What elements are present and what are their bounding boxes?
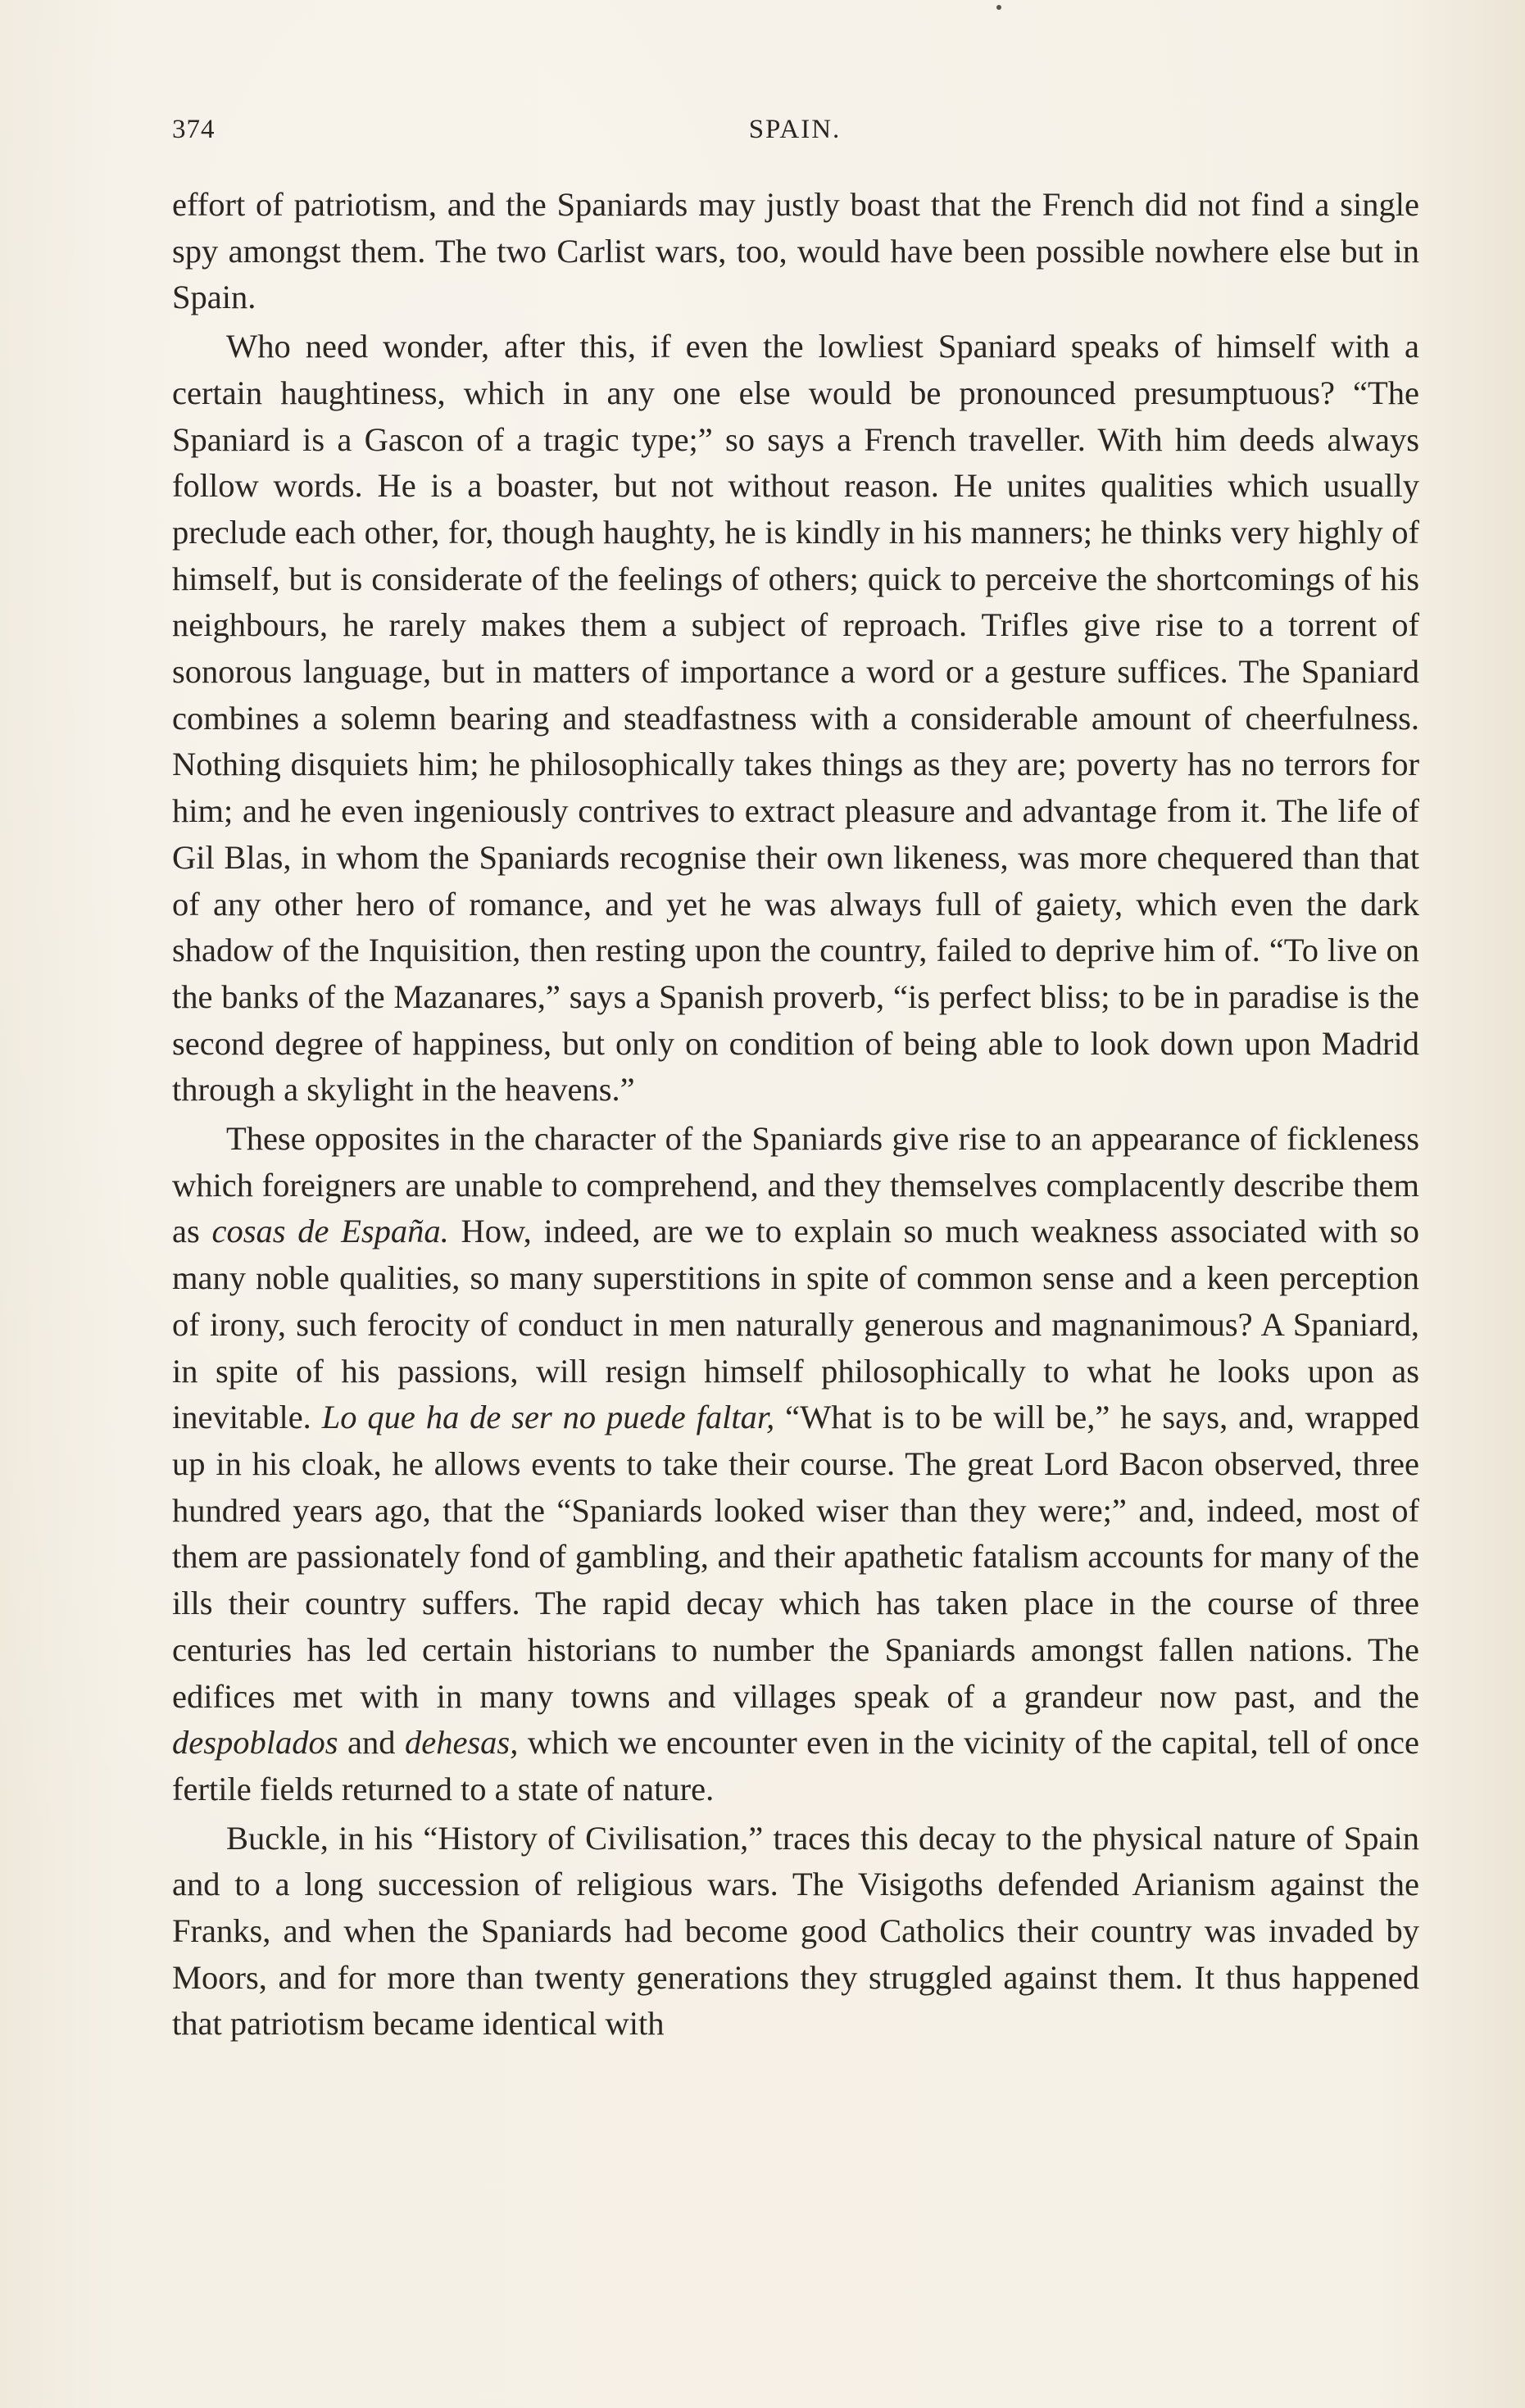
text-run: effort of patriotism, and the Spaniards may justly boast that the French did not find a single spy amongst them. The two Carlist wars, too, would have been possible nowhere else but in Spain. bbox=[172, 186, 1419, 316]
paragraph-continued bbox=[172, 182, 1419, 321]
paragraph bbox=[172, 1116, 1419, 1813]
text-run: “What is to be will be,” he says, and, wrapped up in his cloak, he allows events to take their course. The great Lord Bacon observed, three hundred years ago, that the “Spaniards looked wiser than they were;” and, indeed, most of them are passionately fond of gambling, and their apathetic fatalism accounts for many of the ills their country suffers. The rapid decay which has taken place in the course of three centuries has led certain historians to number the Spaniards amongst fallen nations. The edifices met with in many towns and villages speak of a grandeur now past, and the bbox=[172, 1399, 1420, 1715]
paragraph bbox=[172, 324, 1419, 1113]
page-header bbox=[172, 115, 1418, 156]
text-run: Buckle, in his “History of Civilisation,” traces this decay to the physical nature of Spain and to a long succession of religious wars. The Visigoths defended Arianism against the Franks, and when the Spaniards had become good Catholics their country was invaded by Moors, and for more than twenty generations they struggled against them. It thus happened that patriotism became identical with bbox=[172, 1819, 1419, 2043]
italic-phrase: Lo que ha de ser no puede faltar, bbox=[321, 1399, 775, 1436]
text-run: which we encounter even in the vicinity of the capital, tell of once fertile fields returned to a state of nature. bbox=[172, 1724, 1419, 1807]
running-head: SPAIN. bbox=[748, 115, 842, 144]
italic-phrase: dehesas, bbox=[404, 1724, 519, 1762]
text-run: These opposites in the character of the Spaniards give rise to an appearance of fickleness which foreigners are unable to comprehend, and they themselves complacently describe them as bbox=[172, 1120, 1419, 1250]
text-run: Who need wonder, after this, if even the lowliest Spaniard speaks of himself with a certain haughtiness, which in any one else would be pronounced presumptuous? “The Spaniard is a Gascon of a tragic type;” so says a French traveller. With him deeds always follow words. He is a boaster, but not without reason. He unites qualities which usually preclude each other, for, though haughty, he is kindly in his manners; he thinks very highly of himself, but is considerate of the feelings of others; quick to perceive the shortcomings of his neighbours, he rarely makes them a subject of reproach. Trifles give rise to a torrent of sonorous language, but in matters of importance a word or a gesture suffices. The Spaniard combines a solemn bearing and steadfastness with a considerable amount of cheerfulness. Nothing disquiets him; he philosophically takes things as they are; poverty has no terrors for him; and he even ingeniously contrives to extract pleasure and advantage from it. The life of Gil Blas, in whom the Spaniards recognise their own likeness, was more chequered than that of any other hero of romance, and yet he was always full of gaiety, which even the dark shadow of the Inquisition, then resting upon the country, failed to deprive him of. “To live on the banks of the Mazanares,” says a Spanish proverb, “is perfect bliss; to be in paradise is the second degree of happiness, but only on condition of being able to look down upon Madrid through a skylight in the heavens.” bbox=[172, 328, 1419, 1109]
text-run: How, indeed, are we to explain so much weakness associated with so many noble qualities, so many superstitions in spite of common sense and a keen perception of irony, such ferocity of conduct in men naturally generous and magnanimous? A Spaniard, in spite of his passions, will resign himself philosophically to what he looks upon as inevitable. bbox=[172, 1213, 1419, 1436]
page-number: 374 bbox=[172, 115, 216, 144]
paragraph bbox=[172, 1816, 1419, 2048]
italic-phrase: despoblados bbox=[172, 1724, 338, 1762]
italic-phrase: cosas de España. bbox=[211, 1213, 449, 1250]
ink-speck bbox=[996, 5, 1001, 10]
text-run: and bbox=[338, 1724, 405, 1762]
body-text bbox=[172, 182, 1419, 2047]
